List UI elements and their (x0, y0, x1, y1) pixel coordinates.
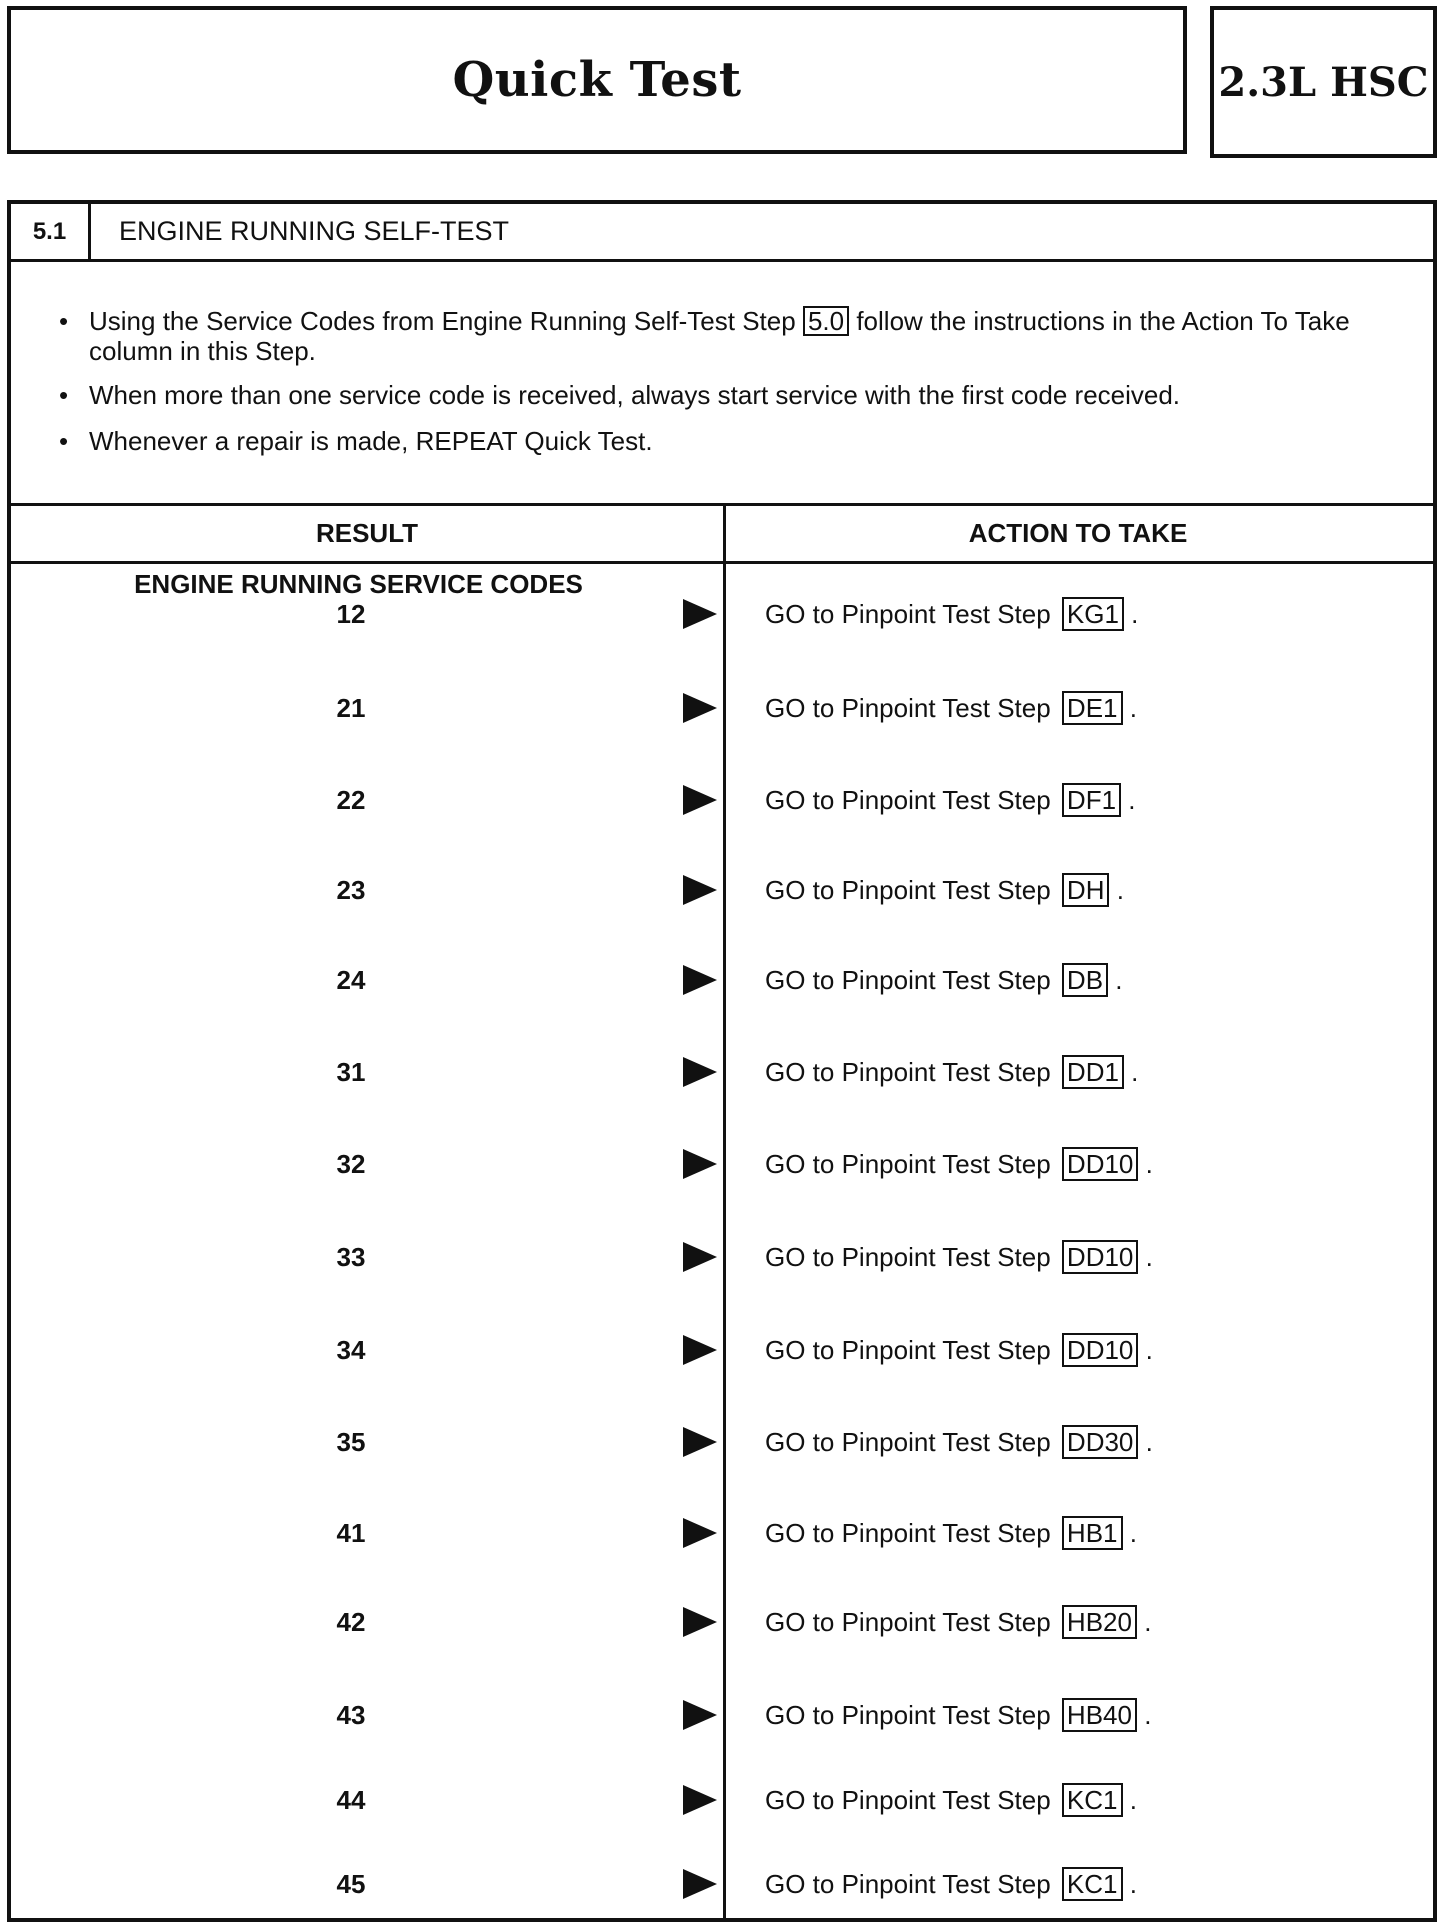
table-row (11, 1052, 1433, 1092)
service-code: 35 (336, 1427, 366, 1457)
pinpoint-ref: KG1 (1062, 597, 1124, 631)
table-header (11, 506, 1433, 564)
action-text: GO to Pinpoint Test Step DD10 . (765, 1335, 1153, 1365)
pinpoint-ref: KC1 (1062, 1867, 1123, 1901)
arrow-right-icon (683, 1242, 717, 1272)
result-header: RESULT (315, 518, 419, 548)
table-row (11, 780, 1433, 820)
table-row (11, 1144, 1433, 1184)
action-text: GO to Pinpoint Test Step DE1 . (765, 693, 1137, 723)
main-panel (7, 200, 1437, 1922)
arrow-right-icon (683, 965, 717, 995)
instruction-2 (59, 380, 1389, 410)
instructions (11, 262, 1433, 506)
pinpoint-ref: DE1 (1062, 691, 1123, 725)
instruction-1-before: Using the Service Codes from Engine Running Self-Test Step (89, 306, 796, 336)
bullet-icon: • (59, 306, 69, 336)
table-row (11, 1780, 1433, 1820)
service-code: 44 (336, 1785, 366, 1815)
table-row (11, 1330, 1433, 1370)
arrow-right-icon (683, 1149, 717, 1179)
pinpoint-ref: DF1 (1062, 783, 1121, 817)
action-prefix: GO to Pinpoint Test Step (765, 1607, 1051, 1637)
table-row (11, 870, 1433, 910)
arrow-right-icon (683, 875, 717, 905)
action-prefix: GO to Pinpoint Test Step (765, 785, 1051, 815)
arrow-right-icon (683, 1785, 717, 1815)
engine-label: 2.3L HSC (1218, 58, 1429, 106)
pinpoint-ref: HB20 (1062, 1605, 1137, 1639)
table-row (11, 1237, 1433, 1277)
service-code: 31 (336, 1057, 366, 1087)
action-text: GO to Pinpoint Test Step HB20 . (765, 1607, 1152, 1637)
action-text: GO to Pinpoint Test Step KG1 . (765, 599, 1139, 629)
service-code: 43 (336, 1700, 366, 1730)
arrow-right-icon (683, 1518, 717, 1548)
action-prefix: GO to Pinpoint Test Step (765, 693, 1051, 723)
action-header: ACTION TO TAKE (968, 518, 1188, 548)
instruction-3 (59, 426, 1389, 456)
action-text: GO to Pinpoint Test Step KC1 . (765, 1869, 1137, 1899)
arrow-right-icon (683, 693, 717, 723)
action-prefix: GO to Pinpoint Test Step (765, 1518, 1051, 1548)
step-title: ENGINE RUNNING SELF-TEST (119, 216, 510, 246)
service-code: 32 (336, 1149, 366, 1179)
action-text: GO to Pinpoint Test Step DD10 . (765, 1242, 1153, 1272)
action-prefix: GO to Pinpoint Test Step (765, 1427, 1051, 1457)
instruction-1 (59, 306, 1389, 366)
service-code: 12 (336, 599, 366, 629)
pinpoint-ref: DD10 (1062, 1333, 1138, 1367)
page-title: Quick Test (452, 52, 742, 108)
arrow-right-icon (683, 599, 717, 629)
service-code: 24 (336, 965, 366, 995)
service-code: 33 (336, 1242, 366, 1272)
action-text: GO to Pinpoint Test Step DH . (765, 875, 1124, 905)
table-row (11, 688, 1433, 728)
action-prefix: GO to Pinpoint Test Step (765, 1785, 1051, 1815)
pinpoint-ref: KC1 (1062, 1783, 1123, 1817)
pinpoint-ref: DD1 (1062, 1055, 1124, 1089)
codes-heading: ENGINE RUNNING SERVICE CODES (134, 569, 583, 599)
arrow-right-icon (683, 1335, 717, 1365)
instruction-3-text: Whenever a repair is made, REPEAT Quick Test. (89, 426, 653, 456)
table-row (11, 594, 1433, 634)
pinpoint-ref: HB1 (1062, 1516, 1123, 1550)
service-code: 21 (336, 693, 366, 723)
arrow-right-icon (683, 1607, 717, 1637)
instruction-2-text: When more than one service code is received, always start service with the first code received. (89, 380, 1181, 410)
action-prefix: GO to Pinpoint Test Step (765, 1700, 1051, 1730)
pinpoint-ref: HB40 (1062, 1698, 1137, 1732)
arrow-right-icon (683, 1869, 717, 1899)
step-header (11, 204, 1433, 262)
table-row (11, 960, 1433, 1000)
action-prefix: GO to Pinpoint Test Step (765, 875, 1051, 905)
action-text: GO to Pinpoint Test Step DB . (765, 965, 1123, 995)
table-row (11, 1695, 1433, 1735)
table-row (11, 1422, 1433, 1462)
service-code: 22 (336, 785, 366, 815)
table-row (11, 1513, 1433, 1553)
action-text: GO to Pinpoint Test Step DD30 . (765, 1427, 1153, 1457)
arrow-right-icon (683, 1057, 717, 1087)
action-text: GO to Pinpoint Test Step DD10 . (765, 1149, 1153, 1179)
action-prefix: GO to Pinpoint Test Step (765, 599, 1051, 629)
action-prefix: GO to Pinpoint Test Step (765, 1869, 1051, 1899)
action-prefix: GO to Pinpoint Test Step (765, 965, 1051, 995)
pinpoint-ref: DD10 (1062, 1147, 1138, 1181)
action-prefix: GO to Pinpoint Test Step (765, 1149, 1051, 1179)
arrow-right-icon (683, 1427, 717, 1457)
service-code: 45 (336, 1869, 366, 1899)
table-row (11, 1864, 1433, 1904)
engine-box (1210, 6, 1437, 158)
action-text: GO to Pinpoint Test Step HB1 . (765, 1518, 1137, 1548)
service-code: 23 (336, 875, 366, 905)
action-text: GO to Pinpoint Test Step DF1 . (765, 785, 1136, 815)
title-box (7, 6, 1187, 154)
arrow-right-icon (683, 1700, 717, 1730)
step-ref-box: 5.0 (803, 306, 849, 336)
service-code: 42 (336, 1607, 366, 1637)
instruction-1-after: follow the instructions in the Action To Take column in this Step. (89, 306, 1350, 366)
action-prefix: GO to Pinpoint Test Step (765, 1057, 1051, 1087)
bullet-icon: • (59, 426, 69, 456)
service-code: 41 (336, 1518, 366, 1548)
pinpoint-ref: DH (1062, 873, 1110, 907)
action-text: GO to Pinpoint Test Step DD1 . (765, 1057, 1139, 1087)
action-prefix: GO to Pinpoint Test Step (765, 1242, 1051, 1272)
arrow-right-icon (683, 785, 717, 815)
action-text: GO to Pinpoint Test Step HB40 . (765, 1700, 1152, 1730)
table-row (11, 1602, 1433, 1642)
pinpoint-ref: DD30 (1062, 1425, 1138, 1459)
step-number: 5.1 (11, 204, 91, 259)
pinpoint-ref: DB (1062, 963, 1108, 997)
action-prefix: GO to Pinpoint Test Step (765, 1335, 1051, 1365)
service-code: 34 (336, 1335, 366, 1365)
pinpoint-ref: DD10 (1062, 1240, 1138, 1274)
bullet-icon: • (59, 380, 69, 410)
action-text: GO to Pinpoint Test Step KC1 . (765, 1785, 1137, 1815)
